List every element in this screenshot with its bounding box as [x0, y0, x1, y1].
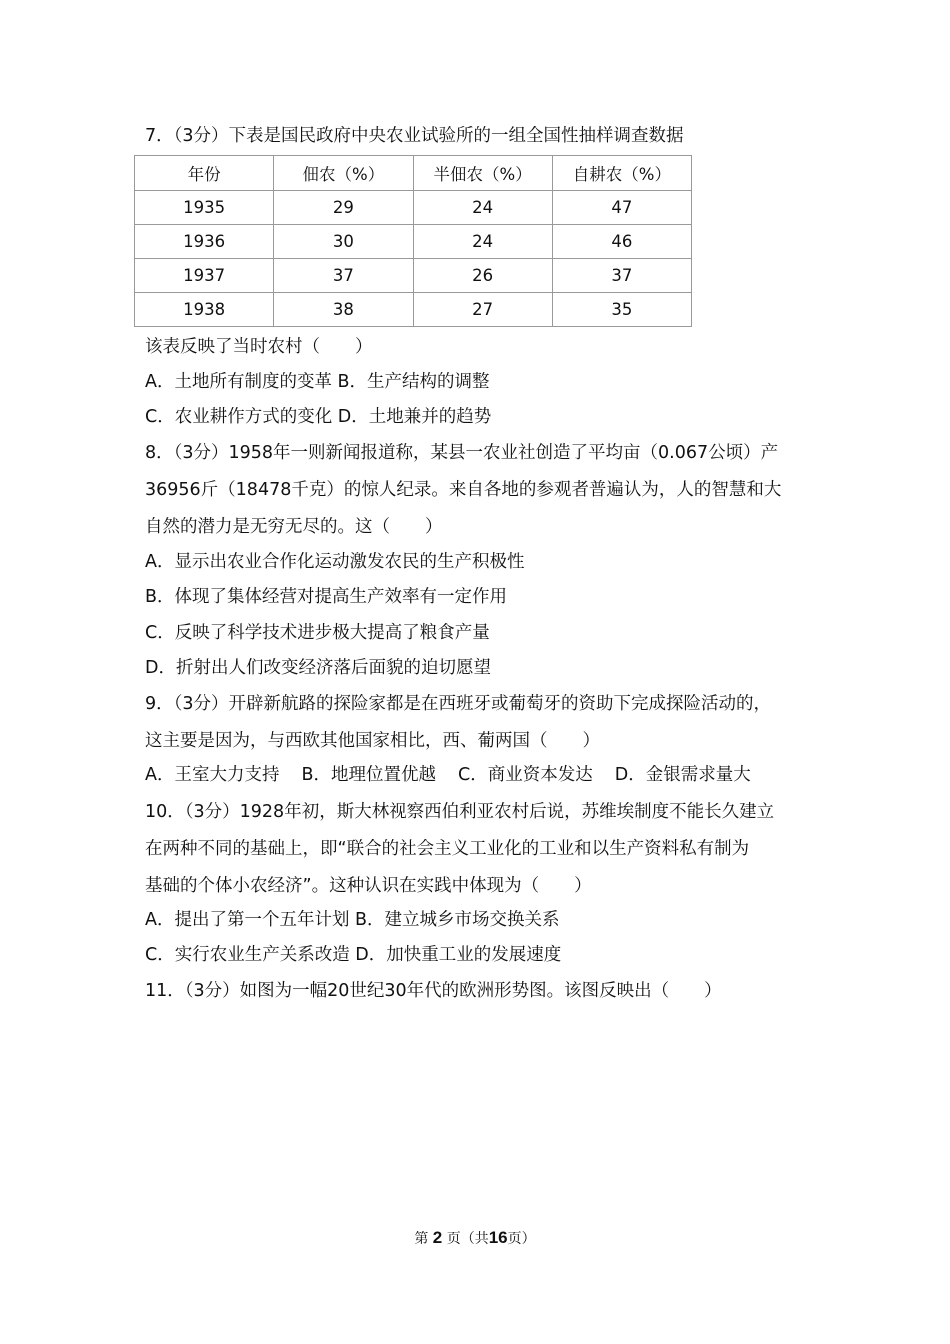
- table-cell: 37: [552, 259, 691, 293]
- q10-options-cd: C．实行农业生产关系改造 D．加快重工业的发展速度: [145, 945, 562, 965]
- q9-option-d: D．金银需求量大: [614, 765, 751, 785]
- table-row: [135, 293, 692, 327]
- table-cell: 24: [413, 225, 552, 259]
- q7-stem: 7．（3分）下表是国民政府中央农业试验所的一组全国性抽样调查数据: [145, 126, 684, 146]
- page-footer: [0, 1228, 950, 1248]
- q10-stem-line1: 10．（3分）1928年初，斯大林视察西伯利亚农村后说，苏维埃制度不能长久建立: [145, 802, 775, 822]
- table-cell: 1938: [135, 293, 274, 327]
- table-cell: 30: [274, 225, 413, 259]
- q11-stem: 11．（3分）如图为一幅20世纪30年代的欧洲形势图。该图反映出（ ）: [145, 981, 722, 1001]
- q9-stem-line2: 这主要是因为，与西欧其他国家相比，西、葡两国（ ）: [145, 731, 600, 751]
- q9-option-a: A．王室大力支持: [145, 765, 280, 785]
- page-number: 2: [432, 1228, 443, 1247]
- table-cell: 1937: [135, 259, 274, 293]
- table-cell: 47: [552, 191, 691, 225]
- table-cell: 38: [274, 293, 413, 327]
- table-cell: 26: [413, 259, 552, 293]
- q8-option-c: C．反映了科学技术进步极大提高了粮食产量: [145, 623, 490, 643]
- table-cell: 1935: [135, 191, 274, 225]
- q7-options-cd: C．农业耕作方式的变化 D．土地兼并的趋势: [145, 407, 492, 427]
- table-row: [135, 191, 692, 225]
- table-row: [135, 259, 692, 293]
- q8-option-d: D．折射出人们改变经济落后面貌的迫切愿望: [145, 658, 491, 678]
- q8-stem-line1: 8．（3分）1958年一则新闻报道称，某县一农业社创造了平均亩（0.067公顷）产: [145, 443, 779, 463]
- table-cell: 46: [552, 225, 691, 259]
- q10-stem-line2: 在两种不同的基础上，即“联合的社会主义工业化的工业和以生产资料私有制为: [145, 839, 750, 859]
- q8-option-b: B．体现了集体经营对提高生产效率有一定作用: [145, 587, 508, 607]
- q7-options-ab: A．土地所有制度的变革 B．生产结构的调整: [145, 372, 490, 392]
- q8-stem-line3: 自然的潜力是无穷无尽的。这（ ）: [145, 517, 443, 537]
- table-header: 半佃农（%）: [413, 156, 552, 191]
- survey-table: [134, 155, 692, 327]
- table-cell: 27: [413, 293, 552, 327]
- q9-option-b: B．地理位置优越: [301, 765, 436, 785]
- table-header: 自耕农（%）: [552, 156, 691, 191]
- q8-stem-line2: 36956斤（18478千克）的惊人纪录。来自各地的参观者普遍认为，人的智慧和大: [145, 480, 782, 500]
- footer-suffix: 页）: [507, 1231, 536, 1247]
- table-cell: 35: [552, 293, 691, 327]
- q9-stem-line1: 9．（3分）开辟新航路的探险家都是在西班牙或葡萄牙的资助下完成探险活动的，: [145, 694, 772, 714]
- q10-options-ab: A．提出了第一个五年计划 B．建立城乡市场交换关系: [145, 910, 560, 930]
- footer-middle: 页（共: [446, 1231, 489, 1247]
- table-cell: 29: [274, 191, 413, 225]
- q9-option-c: C．商业资本发达: [458, 765, 593, 785]
- q7-question: 该表反映了当时农村（ ）: [145, 337, 373, 357]
- table-cell: 24: [413, 191, 552, 225]
- table-cell: 1936: [135, 225, 274, 259]
- table-header-row: [135, 156, 692, 191]
- table-header: 年份: [135, 156, 274, 191]
- table-header: 佃农（%）: [274, 156, 413, 191]
- footer-prefix: 第: [414, 1231, 429, 1247]
- table-row: [135, 225, 692, 259]
- total-pages: 16: [488, 1228, 508, 1247]
- q10-stem-line3: 基础的个体小农经济”。这种认识在实践中体现为（ ）: [145, 876, 592, 896]
- table-cell: 37: [274, 259, 413, 293]
- q8-option-a: A．显示出农业合作化运动激发农民的生产积极性: [145, 552, 525, 572]
- q9-options: [145, 763, 751, 787]
